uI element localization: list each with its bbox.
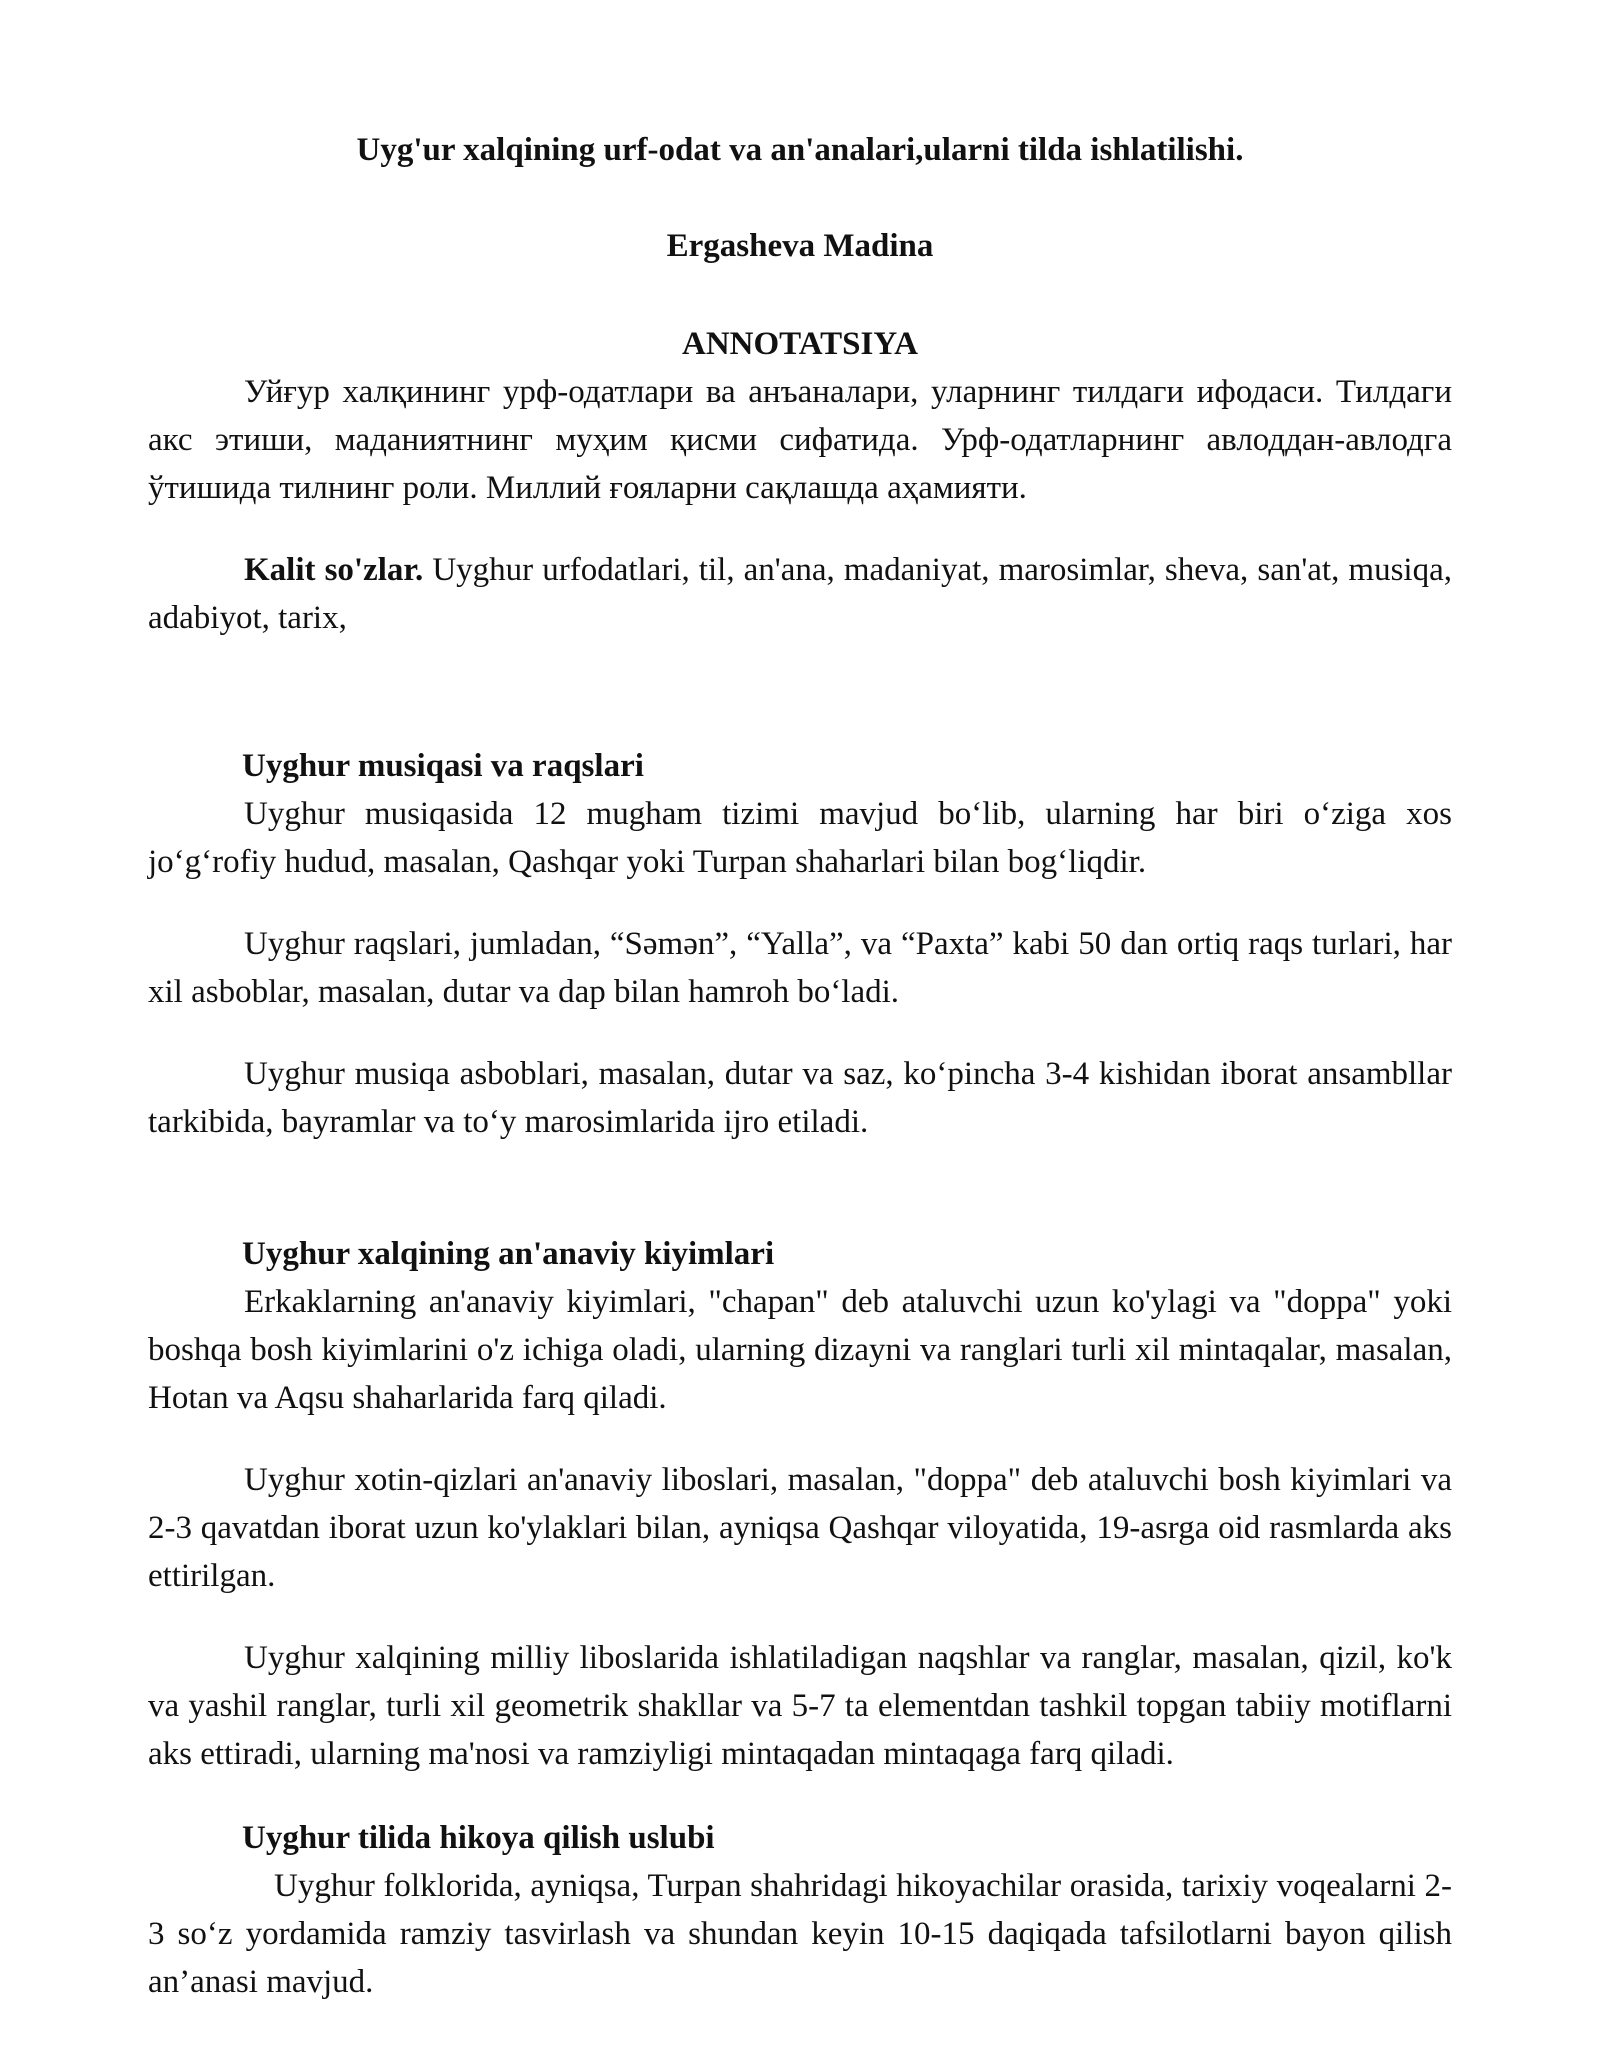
- section-paragraph: Uyghur folklorida, ayniqsa, Turpan shahridagi hikoyachilar orasida, tarixiy voqealarni 2-3 so‘z yordamida ramziy tasvirlash va shundan keyin 10-15 daqiqada tafsilotlarni bayon qilish an’anasi mavjud.: [148, 1868, 1452, 2000]
- section-paragraph: Uyghur musiqa asboblari, masalan, dutar va saz, ko‘pincha 3-4 kishidan iborat ansambllar tarkibida, bayramlar va to‘y marosimlarida ijro etiladi.: [148, 1056, 1452, 1140]
- section-paragraph: Uyghur xalqining milliy liboslarida ishlatiladigan naqshlar va ranglar, masalan, qizil, ko'k va yashil ranglar, turli xil geometrik shakllar va 5-7 ta elementdan tashkil topgan tabiiy motiflarni aks ettiradi, ularning ma'nosi va ramziyligi mintaqadan mintaqaga farq qiladi.: [148, 1640, 1452, 1772]
- section-paragraph: Uyghur xotin-qizlari an'anaviy liboslari, masalan, "doppa" deb ataluvchi bosh kiyimlari va 2-3 qavatdan iborat uzun ko'ylaklari bilan, ayniqsa Qashqar viloyatida, 19-asrga oid rasmlarda aks ettirilgan.: [148, 1462, 1452, 1594]
- document-author: Ergasheva Madina: [666, 228, 934, 264]
- document-page: [148, 126, 1452, 2006]
- section-heading-storytelling: Uyghur tilida hikoya qilish uslubi: [242, 1820, 715, 1856]
- annotation-heading: ANNOTATSIYA: [682, 326, 918, 362]
- keywords-label: Kalit so'zlar.: [244, 552, 424, 588]
- section-paragraph: Uyghur musiqasida 12 mugham tizimi mavjud bo‘lib, ularning har biri o‘ziga xos jo‘g‘rofiy hudud, masalan, Qashqar yoki Turpan shaharlari bilan bog‘liqdir.: [148, 796, 1452, 880]
- section-heading-clothing: Uyghur xalqining an'anaviy kiyimlari: [242, 1236, 775, 1272]
- section-paragraph: Erkaklarning an'anaviy kiyimlari, "chapan" deb ataluvchi uzun ko'ylagi va "doppa" yoki boshqa bosh kiyimlarini o'z ichiga oladi, ularning dizayni va ranglari turli xil mintaqalar, masalan, Hotan va Aqsu shaharlarida farq qiladi.: [148, 1284, 1452, 1416]
- document-title: Uyg'ur xalqining urf-odat va an'analari,ularni tilda ishlatilishi.: [356, 132, 1244, 168]
- annotation-paragraph: Уйғур халқининг урф-одатлари ва анъаналари, уларнинг тилдаги ифодаси. Тилдаги акс этиши, маданиятнинг муҳим қисми сифатида. Урф-одатларнинг авлоддан-авлодга ўтишида тилнинг роли. Миллий ғояларни сақлашда аҳамияти.: [148, 374, 1452, 506]
- section-paragraph: Uyghur raqslari, jumladan, “Səmən”, “Yalla”, va “Paxta” kabi 50 dan ortiq raqs turlari, har xil asboblar, masalan, dutar va dap bilan hamroh bo‘ladi.: [148, 926, 1452, 1010]
- section-heading-music: Uyghur musiqasi va raqslari: [242, 748, 644, 784]
- keywords-paragraph: [148, 546, 1452, 642]
- keywords-text: Uyghur urfodatlari, til, an'ana, madaniyat, marosimlar, sheva, san'at, musiqa, adabiyot, tarix,: [148, 552, 1452, 636]
